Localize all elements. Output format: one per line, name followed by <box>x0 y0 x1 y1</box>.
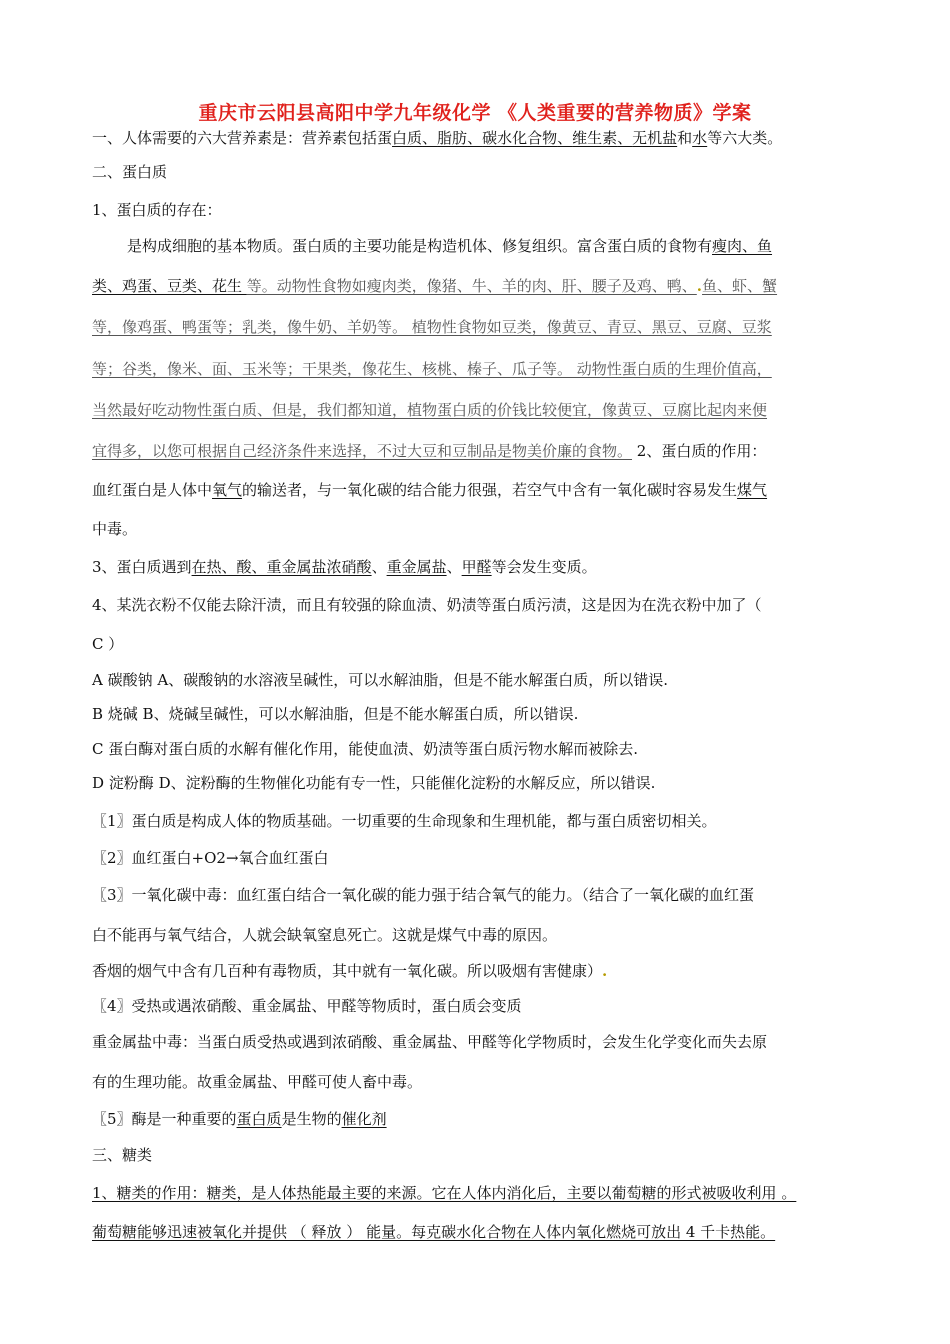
note-4-line-3: 有的生理功能。故重金属盐、甲醛可使人畜中毒。 <box>92 1073 423 1091</box>
note-5 <box>92 1109 387 1129</box>
sep: 、 <box>467 129 483 147</box>
existence-line-4: 等；谷类，像米、面、玉米等；干果类，像花生、核桃、榛子、瓜子等。 动物性蛋白质的生理价值高， <box>92 360 772 378</box>
existence-text: 宜得多，以您可根据自己经济条件来选择，不过大豆和豆制品是物美价廉的食物。 <box>92 442 633 460</box>
sugar-line-2: 葡萄糖能够迅速被氧化并提供 （ 释放 ） 能量。每克碳水化合物在人体内氧化燃烧可放出 4 千卡热能。 <box>92 1223 776 1241</box>
nutrient-carbohydrate: 碳水化合物 <box>482 129 558 147</box>
sep: 、 <box>446 558 462 576</box>
existence-line-6 <box>92 441 766 461</box>
sep: 、 <box>557 129 573 147</box>
protein-existence-heading: 1、蛋白质的存在： <box>92 201 222 219</box>
option-d: D 淀粉酶 D、淀粉酶的生物催化功能有专一性，只能催化淀粉的水解反应，所以错误. <box>92 774 656 792</box>
note-4: 〖4〗受热或遇浓硝酸、重金属盐、甲醛等物质时，蛋白质会变质 <box>92 997 522 1015</box>
six-nutrients-prefix: 一、人体需要的六大营养素是：营养素包括蛋 <box>92 129 393 147</box>
note-3-line-3 <box>92 961 607 981</box>
protein-function-heading: 2、蛋白质的作用： <box>632 442 767 460</box>
sep: 、 <box>617 129 633 147</box>
mark: . <box>696 277 703 295</box>
smoking-text: 香烟的烟气中含有几百种有毒物质，其中就有一氧化碳。所以吸烟有害健康） <box>92 962 603 980</box>
term-oxygen: 氧气 <box>212 481 243 499</box>
denaturation-text: 3、蛋白质遇到 <box>92 558 192 576</box>
section-sugar-heading: 三、糖类 <box>92 1146 153 1164</box>
existence-line-5: 当然最好吃动物性蛋白质、但是，我们都知道，植物蛋白质的价钱比较便宜，像黄豆、豆腐比起肉来便 <box>92 401 768 419</box>
protein-foods: 瘦肉、鱼 <box>712 237 773 255</box>
mark: . <box>602 962 608 980</box>
animal-foods-text: 等。动物性食物如瘦肉类，像猪、牛、羊的肉、肝、腰子及鸡、鸭、 <box>246 277 697 295</box>
sugar-line-1: 1、糖类的作用：糖类，是人体热能最主要的来源。它在人体内消化后，主要以葡萄糖的形式被吸收利用 。 <box>92 1184 797 1202</box>
option-a: A 碳酸钠 A、碳酸钠的水溶液呈碱性，可以水解油脂，但是不能水解蛋白质，所以错误. <box>92 671 668 689</box>
sep: 、 <box>371 558 387 576</box>
sep: 和 <box>677 129 693 147</box>
nutrient-fat: 脂肪 <box>437 129 468 147</box>
denaturation-text: 等会发生变质。 <box>491 558 597 576</box>
nutrient-vitamin: 维生素 <box>572 129 618 147</box>
nutrient-water: 水 <box>692 129 708 147</box>
sep: 、 <box>422 129 438 147</box>
hemoglobin-line-2: 中毒。 <box>92 520 138 538</box>
note-2: 〖2〗血红蛋白+O2→氧合血红蛋白 <box>92 849 329 867</box>
section-protein-heading: 二、蛋白质 <box>92 163 168 181</box>
hemoglobin-text: 血红蛋白是人体中 <box>92 481 213 499</box>
existence-text: 是构成细胞的基本物质。蛋白质的主要功能是构造机体、修复组织。富含蛋白质的食物有 <box>127 237 713 255</box>
enzyme-text: 〖5〗酶是一种重要的 <box>92 1110 237 1128</box>
note-4-line-2: 重金属盐中毒：当蛋白质受热或遇到浓硝酸、重金属盐、甲醛等化学物质时，会发生化学变化而失去原 <box>92 1033 768 1051</box>
existence-line-1 <box>127 236 772 256</box>
term-gas: 煤气 <box>737 481 768 499</box>
protein-foods: 类、鸡蛋、豆类、花生 <box>92 277 247 295</box>
question-4-stem: 4、某洗衣粉不仅能去除汗渍，而且有较强的除血渍、奶渍等蛋白质污渍，这是因为在洗衣粉中加了（ <box>92 596 762 614</box>
option-c: C 蛋白酶对蛋白质的水解有催化作用，能使血渍、奶渍等蛋白质污物水解而被除去. <box>92 740 639 758</box>
note-3-line-2: 白不能再与氧气结合，人就会缺氧窒息死亡。这就是煤气中毒的原因。 <box>92 926 558 944</box>
note-1: 〖1〗蛋白质是构成人体的物质基础。一切重要的生命现象和生理机能，都与蛋白质密切相关。 <box>92 812 717 830</box>
nutrient-mineral: 无机盐 <box>632 129 678 147</box>
six-nutrients-suffix: 等六大类。 <box>707 129 783 147</box>
six-nutrients-line <box>92 128 782 148</box>
note-3: 〖3〗一氧化碳中毒：血红蛋白结合一氧化碳的能力强于结合氧气的能力。（结合了一氧化碳的血红蛋 <box>92 886 755 904</box>
existence-line-3: 等，像鸡蛋、鸭蛋等；乳类，像牛奶、羊奶等。 植物性食物如豆类，像黄豆、青豆、黑豆、豆腐、豆浆 <box>92 318 772 336</box>
page-title: 重庆市云阳县高阳中学九年级化学 《人类重要的营养物质》学案 <box>198 102 752 124</box>
denaturation-line <box>92 557 597 577</box>
denaturation-cause: 重金属盐 <box>386 558 447 576</box>
question-4-answer: C ） <box>92 635 124 653</box>
existence-line-2 <box>92 276 777 296</box>
hemoglobin-text: 的输送者，与一氧化碳的结合能力很强，若空气中含有一氧化碳时容易发生 <box>242 481 738 499</box>
nutrient-protein: 白质 <box>392 129 423 147</box>
option-b: B 烧碱 B、烧碱呈碱性，可以水解油脂，但是不能水解蛋白质，所以错误. <box>92 705 579 723</box>
animal-foods-text: 鱼、虾、蟹 <box>702 277 778 295</box>
hemoglobin-line <box>92 480 767 500</box>
term-catalyst: 催化剂 <box>341 1110 387 1128</box>
term-protein: 蛋白质 <box>236 1110 282 1128</box>
denaturation-cause: 甲醛 <box>461 558 492 576</box>
denaturation-cause: 在热、酸、重金属盐浓硝酸 <box>191 558 372 576</box>
enzyme-text: 是生物的 <box>281 1110 342 1128</box>
